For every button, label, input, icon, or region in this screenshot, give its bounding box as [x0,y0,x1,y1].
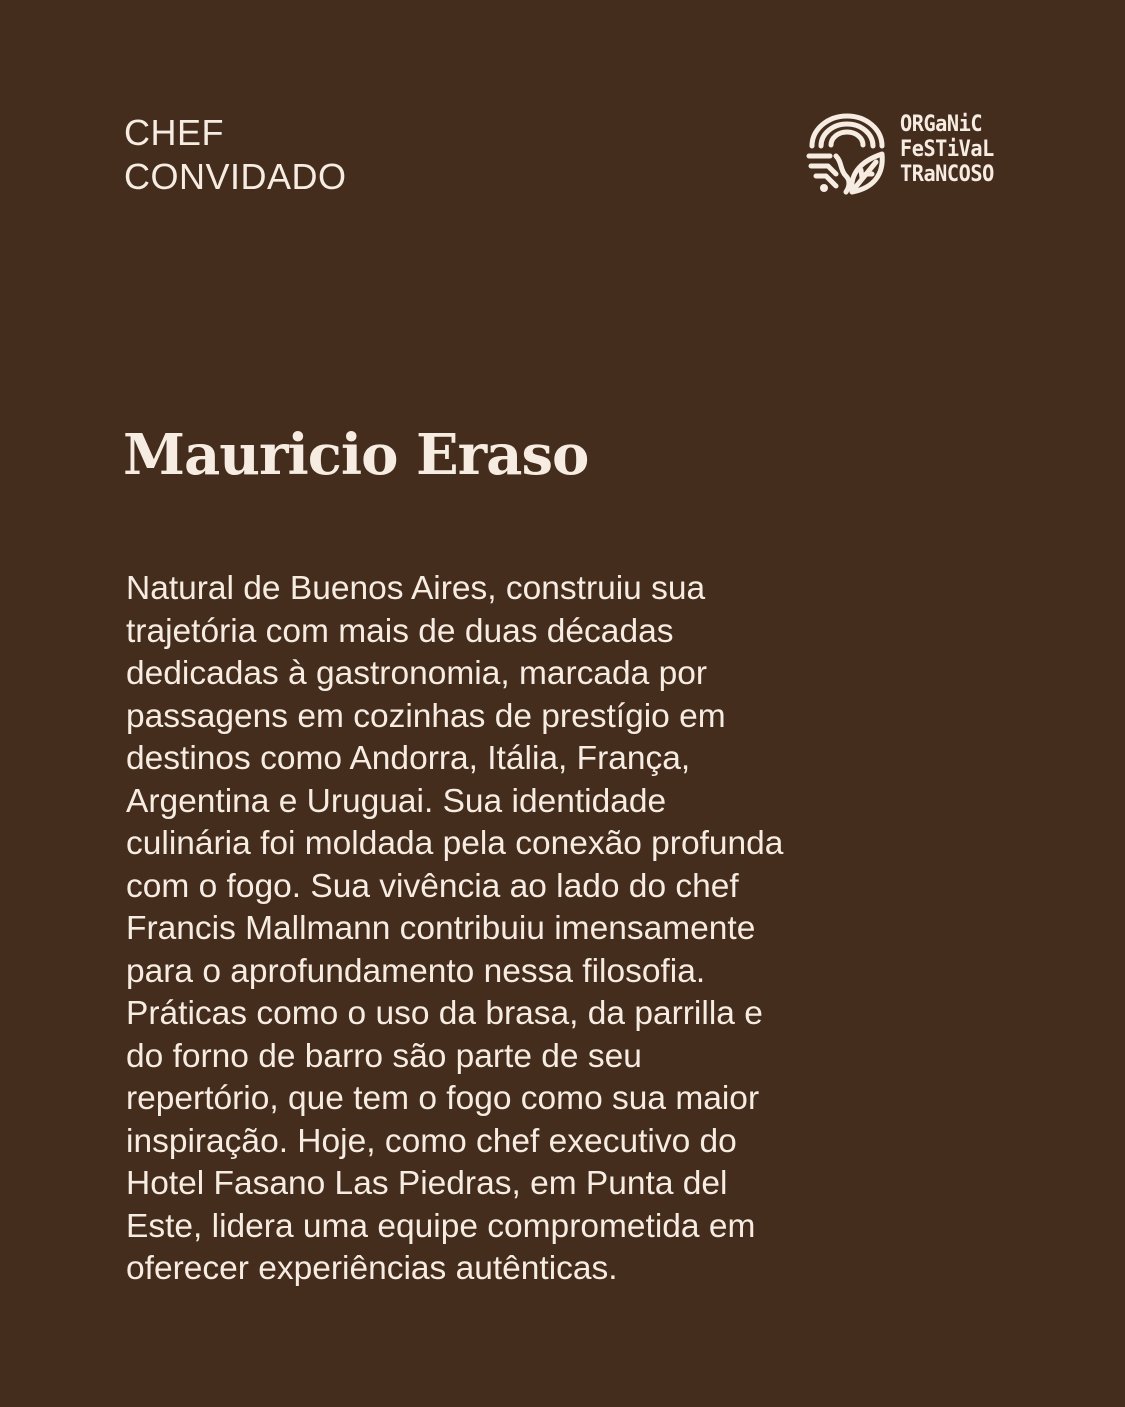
bio-line: Argentina e Uruguai. Sua identidade [126,782,667,820]
bio-line: Práticas como o uso da brasa, da parrilla e [126,995,763,1032]
bio-line: inspiração. Hoje, como chef executivo do [126,1122,737,1160]
logo-wordmark [900,112,994,187]
bio-line: destinos como Andorra, Itália, França, [126,740,691,777]
chef-bio [126,568,886,1291]
section-label-line1: CHEF [124,112,224,153]
bio-line: Hotel Fasano Las Piedras, em Punta del [126,1165,728,1202]
bio-line: dedicadas à gastronomia, marcada por [126,655,707,692]
bio-line: do forno de barro são parte de seu [126,1037,642,1075]
bio-line: oferecer experiências autênticas. [126,1250,618,1287]
bio-line: repertório, que tem o fogo como sua maior [126,1080,760,1117]
organic-festival-emblem-icon [806,112,888,196]
bio-line: para o aprofundamento nessa filosofia. [126,952,706,990]
bio-line: culinária foi moldada pela conexão profunda [126,825,784,862]
bio-line: Natural de Buenos Aires, construiu sua [126,570,706,607]
section-label-line2: CONVIDADO [124,156,347,197]
organic-festival-logo [806,110,1006,200]
chef-name: Mauricio Eraso [123,422,589,488]
bio-line: com o fogo. Sua vivência ao lado do chef [126,867,739,905]
logo-line-trancoso: TRaNCOSO [900,162,994,187]
logo-line-organic: ORGaNiC [900,112,983,137]
section-label [124,111,347,199]
logo-line-festival: FeSTiVaL [900,137,994,162]
bio-line: trajetória com mais de duas décadas [126,612,674,650]
bio-line: passagens em cozinhas de prestígio em [126,697,726,735]
bio-line: Francis Mallmann contribuiu imensamente [126,910,756,947]
bio-line: Este, lidera uma equipe comprometida em [126,1207,756,1245]
